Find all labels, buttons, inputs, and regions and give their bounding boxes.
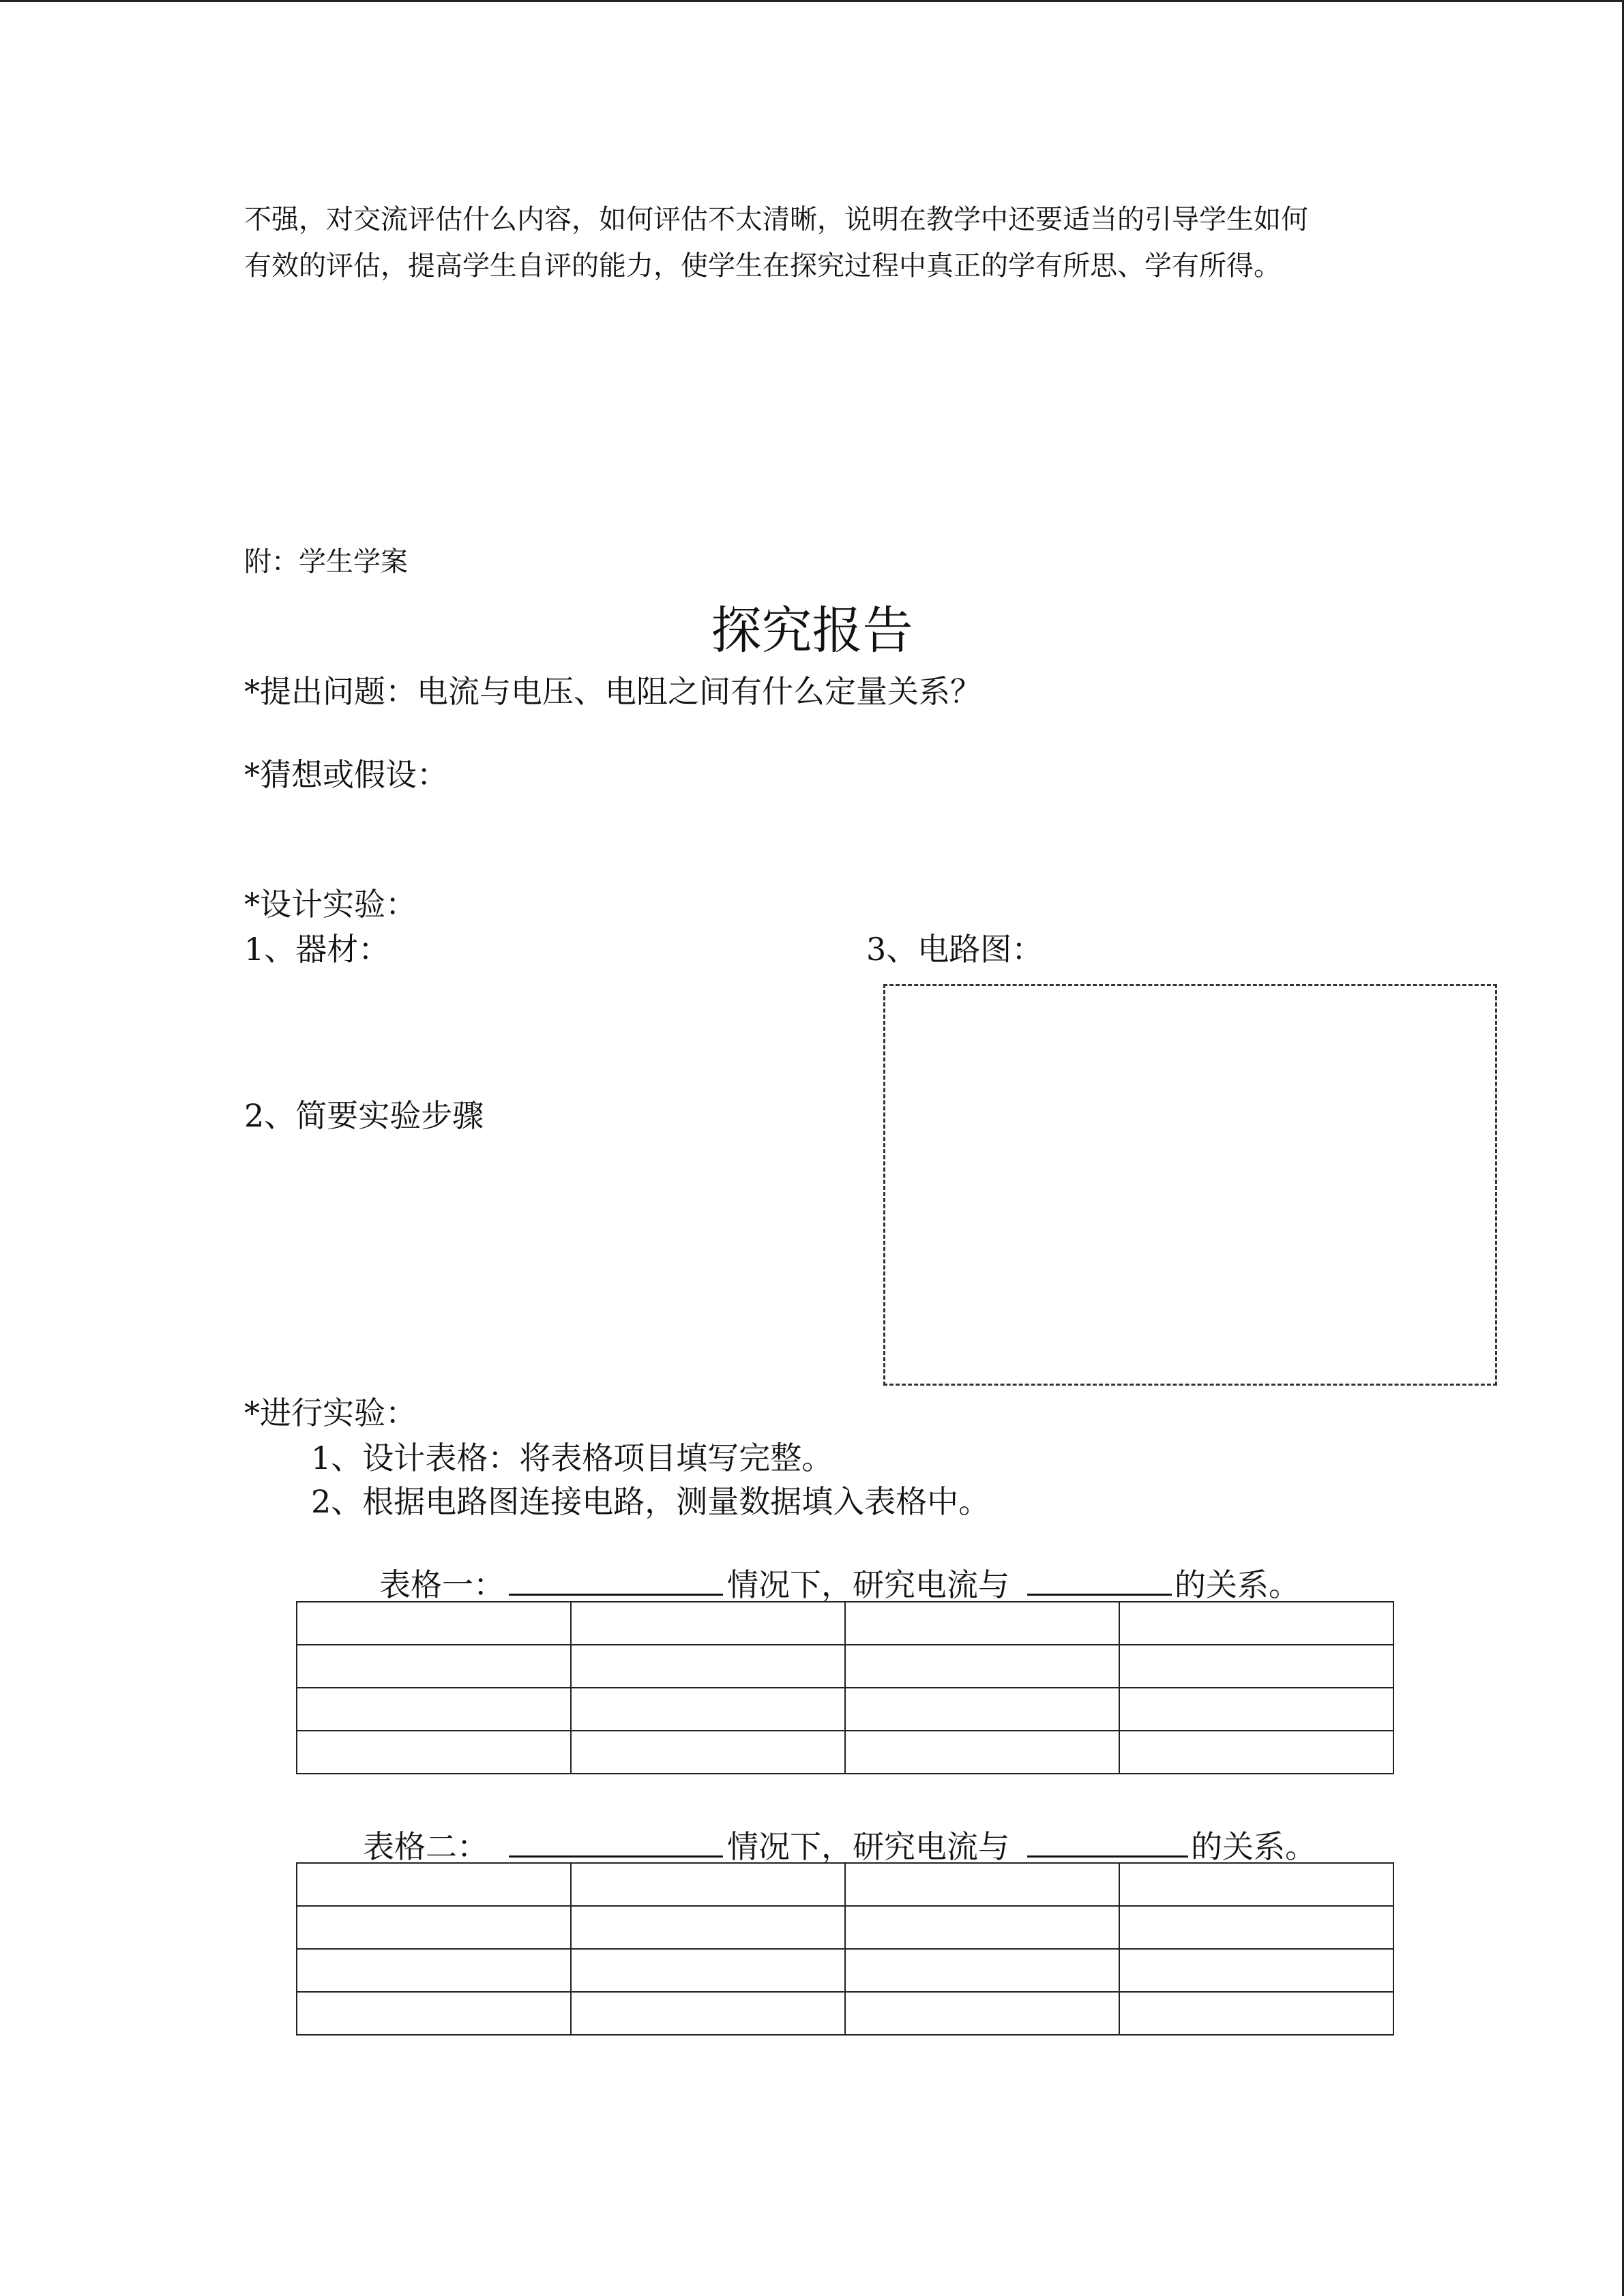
table-cell[interactable]: [297, 1992, 571, 2035]
table-cell[interactable]: [1119, 1906, 1393, 1949]
table1-caption: [379, 1560, 1300, 1605]
table-cell[interactable]: [845, 1645, 1119, 1688]
conduct-step-2: 2、根据电路图连接电路，测量数据填入表格中。: [311, 1483, 990, 1520]
equipment-label: 1、器材：: [244, 931, 390, 968]
table2-prefix: 表格二：: [363, 1828, 488, 1865]
table1-middle: 情况下，研究电流与: [727, 1566, 1009, 1603]
table-cell[interactable]: [571, 1863, 845, 1906]
table-row: [297, 1992, 1393, 2035]
table-cell[interactable]: [845, 1688, 1119, 1731]
table-row: [297, 1863, 1393, 1906]
table2-variable-blank[interactable]: [1027, 1823, 1188, 1858]
table1-variable-blank[interactable]: [1027, 1561, 1172, 1596]
table-cell[interactable]: [297, 1731, 571, 1774]
table1-prefix: 表格一：: [379, 1566, 505, 1603]
table-row: [297, 1645, 1393, 1688]
table1-suffix: 的关系。: [1175, 1566, 1300, 1603]
table-cell[interactable]: [1119, 1863, 1393, 1906]
intro-line-1: 不强，对交流评估什么内容，如何评估不太清晰，说明在教学中还要适当的引导学生如何: [244, 204, 1308, 235]
table-cell[interactable]: [297, 1906, 571, 1949]
table2-caption: [363, 1822, 1316, 1867]
question-heading: *提出问题：电流与电压、电阻之间有什么定量关系？: [244, 673, 981, 710]
appendix-label: 附：学生学案: [244, 546, 408, 578]
table2-condition-blank[interactable]: [509, 1823, 723, 1858]
table-cell[interactable]: [571, 1688, 845, 1731]
table-cell[interactable]: [845, 1863, 1119, 1906]
table-cell[interactable]: [845, 1731, 1119, 1774]
table-cell[interactable]: [297, 1688, 571, 1731]
table-cell[interactable]: [297, 1949, 571, 1992]
table-row: [297, 1949, 1393, 1992]
table-cell[interactable]: [1119, 1645, 1393, 1688]
table2-suffix: 的关系。: [1191, 1828, 1316, 1865]
steps-label: 2、简要实验步骤: [244, 1097, 484, 1134]
table-cell[interactable]: [571, 1906, 845, 1949]
hypothesis-heading: *猜想或假设：: [244, 756, 448, 793]
table-cell[interactable]: [845, 1949, 1119, 1992]
table-cell[interactable]: [845, 1992, 1119, 2035]
table-row: [297, 1906, 1393, 1949]
circuit-diagram-box[interactable]: [883, 984, 1497, 1386]
table-cell[interactable]: [1119, 1949, 1393, 1992]
circuit-label: 3、电路图：: [866, 931, 1044, 968]
table1: [296, 1601, 1394, 1774]
table-cell[interactable]: [297, 1863, 571, 1906]
table-cell[interactable]: [1119, 1992, 1393, 2035]
conduct-step-1: 1、设计表格：将表格项目填写完整。: [311, 1440, 833, 1476]
design-heading: *设计实验：: [244, 886, 417, 923]
table-cell[interactable]: [297, 1645, 571, 1688]
intro-line-2: 有效的评估，提高学生自评的能力，使学生在探究过程中真正的学有所思、学有所得。: [244, 250, 1281, 282]
table-cell[interactable]: [1119, 1731, 1393, 1774]
table-cell[interactable]: [297, 1602, 571, 1645]
table-cell[interactable]: [1119, 1688, 1393, 1731]
table2: [296, 1862, 1394, 2036]
table-row: [297, 1731, 1393, 1774]
table-cell[interactable]: [1119, 1602, 1393, 1645]
page-top-border: [0, 0, 1624, 2]
table-cell[interactable]: [571, 1949, 845, 1992]
table-row: [297, 1602, 1393, 1645]
table1-condition-blank[interactable]: [509, 1561, 723, 1596]
conduct-heading: *进行实验：: [244, 1395, 417, 1431]
table-cell[interactable]: [571, 1992, 845, 2035]
table-cell[interactable]: [845, 1906, 1119, 1949]
table-row: [297, 1688, 1393, 1731]
table-cell[interactable]: [571, 1731, 845, 1774]
table-cell[interactable]: [571, 1602, 845, 1645]
page-title: 探究报告: [711, 601, 913, 660]
table-cell[interactable]: [845, 1602, 1119, 1645]
table2-middle: 情况下，研究电流与: [727, 1828, 1009, 1865]
table-cell[interactable]: [571, 1645, 845, 1688]
